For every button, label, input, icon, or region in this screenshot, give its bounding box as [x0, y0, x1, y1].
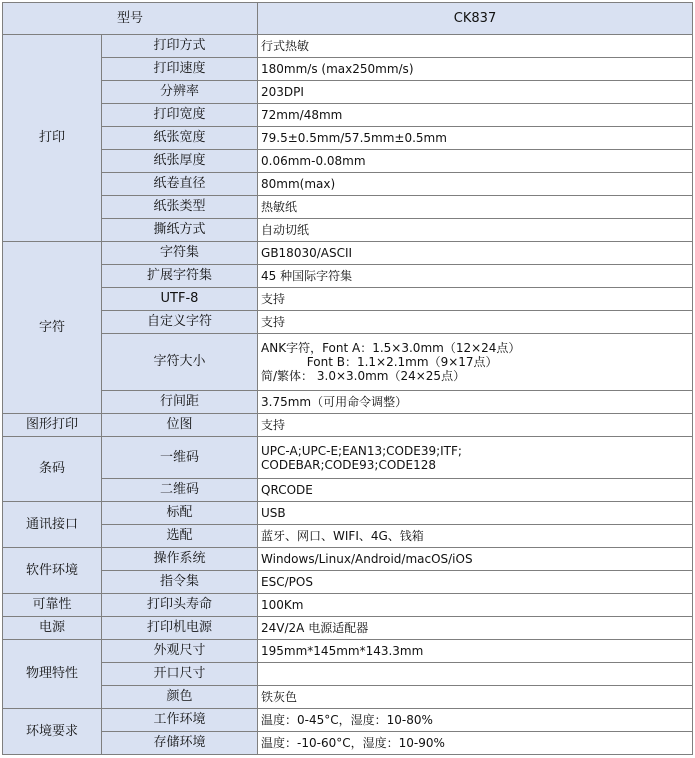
table-row [3, 391, 693, 414]
spec-value: 行式热敏 [258, 35, 693, 58]
table-row [3, 58, 693, 81]
table-row [3, 219, 693, 242]
model-value: CK837 [258, 3, 693, 35]
spec-item: 打印头寿命 [102, 594, 258, 617]
spec-value: USB [258, 502, 693, 525]
category-software: 软件环境 [3, 548, 102, 594]
table-row [3, 311, 693, 334]
spec-item: 分辨率 [102, 81, 258, 104]
table-row [3, 288, 693, 311]
spec-item: 打印宽度 [102, 104, 258, 127]
spec-item: 自定义字符 [102, 311, 258, 334]
table-row [3, 127, 693, 150]
spec-value: 180mm/s (max250mm/s) [258, 58, 693, 81]
spec-value: 蓝牙、网口、WIFI、4G、钱箱 [258, 525, 693, 548]
table-row [3, 479, 693, 502]
category-power: 电源 [3, 617, 102, 640]
spec-item: 打印方式 [102, 35, 258, 58]
spec-value: Windows/Linux/Android/macOS/iOS [258, 548, 693, 571]
category-barcode: 条码 [3, 437, 102, 502]
spec-value [258, 663, 693, 686]
spec-value: 0.06mm-0.08mm [258, 150, 693, 173]
category-physical: 物理特性 [3, 640, 102, 709]
spec-item: 工作环境 [102, 709, 258, 732]
table-row [3, 594, 693, 617]
spec-value: 自动切纸 [258, 219, 693, 242]
spec-item: 撕纸方式 [102, 219, 258, 242]
spec-item: 开口尺寸 [102, 663, 258, 686]
spec-value: 热敏纸 [258, 196, 693, 219]
spec-value: QRCODE [258, 479, 693, 502]
spec-item: 存储环境 [102, 732, 258, 755]
table-row [3, 548, 693, 571]
spec-item: 外观尺寸 [102, 640, 258, 663]
spec-item: 颜色 [102, 686, 258, 709]
table-row [3, 150, 693, 173]
spec-item: 纸卷直径 [102, 173, 258, 196]
table-row [3, 525, 693, 548]
spec-item: 操作系统 [102, 548, 258, 571]
spec-value: 3.75mm（可用命令调整） [258, 391, 693, 414]
model-label: 型号 [3, 3, 258, 35]
spec-value: 支持 [258, 288, 693, 311]
spec-value: UPC-A;UPC-E;EAN13;CODE39;ITF; CODEBAR;CODE93;CODE128 [258, 437, 693, 479]
spec-item: 一维码 [102, 437, 258, 479]
spec-item: 打印速度 [102, 58, 258, 81]
spec-item: 标配 [102, 502, 258, 525]
spec-value: 195mm*145mm*143.3mm [258, 640, 693, 663]
spec-value: 80mm(max) [258, 173, 693, 196]
spec-value: GB18030/ASCII [258, 242, 693, 265]
table-row [3, 437, 693, 479]
spec-item: 扩展字符集 [102, 265, 258, 288]
spec-item: 位图 [102, 414, 258, 437]
table-row [3, 502, 693, 525]
spec-value: 203DPI [258, 81, 693, 104]
table-row [3, 686, 693, 709]
table-row [3, 663, 693, 686]
category-interface: 通讯接口 [3, 502, 102, 548]
spec-value: ESC/POS [258, 571, 693, 594]
spec-item: 指令集 [102, 571, 258, 594]
spec-item: 选配 [102, 525, 258, 548]
spec-item: 纸张类型 [102, 196, 258, 219]
table-row [3, 709, 693, 732]
spec-value: 支持 [258, 311, 693, 334]
category-graphic: 图形打印 [3, 414, 102, 437]
spec-value: 温度：-10-60°C，湿度：10-90% [258, 732, 693, 755]
table-row [3, 242, 693, 265]
category-print: 打印 [3, 35, 102, 242]
table-row [3, 173, 693, 196]
table-row [3, 35, 693, 58]
table-row [3, 732, 693, 755]
spec-item: 打印机电源 [102, 617, 258, 640]
spec-value: 温度：0-45°C，湿度：10-80% [258, 709, 693, 732]
spec-item: UTF-8 [102, 288, 258, 311]
spec-value: ANK字符，Font A：1.5×3.0mm（12×24点） Font B：1.1×2.1mm（9×17点） 简/繁体： 3.0×3.0mm（24×25点） [258, 334, 693, 391]
category-reliability: 可靠性 [3, 594, 102, 617]
table-row [3, 571, 693, 594]
spec-value: 100Km [258, 594, 693, 617]
spec-item: 行间距 [102, 391, 258, 414]
spec-item: 纸张宽度 [102, 127, 258, 150]
table-row [3, 640, 693, 663]
spec-value: 24V/2A 电源适配器 [258, 617, 693, 640]
spec-table [2, 2, 693, 755]
spec-item: 字符大小 [102, 334, 258, 391]
table-row [3, 81, 693, 104]
spec-value: 72mm/48mm [258, 104, 693, 127]
header-row [3, 3, 693, 35]
spec-value: 支持 [258, 414, 693, 437]
spec-item: 二维码 [102, 479, 258, 502]
table-row [3, 104, 693, 127]
spec-value: 铁灰色 [258, 686, 693, 709]
spec-value: 79.5±0.5mm/57.5mm±0.5mm [258, 127, 693, 150]
spec-item: 纸张厚度 [102, 150, 258, 173]
table-row [3, 196, 693, 219]
table-row [3, 414, 693, 437]
table-row [3, 334, 693, 391]
table-row [3, 617, 693, 640]
spec-item: 字符集 [102, 242, 258, 265]
spec-value: 45 种国际字符集 [258, 265, 693, 288]
category-chars: 字符 [3, 242, 102, 414]
table-row [3, 265, 693, 288]
category-environment: 环境要求 [3, 709, 102, 755]
